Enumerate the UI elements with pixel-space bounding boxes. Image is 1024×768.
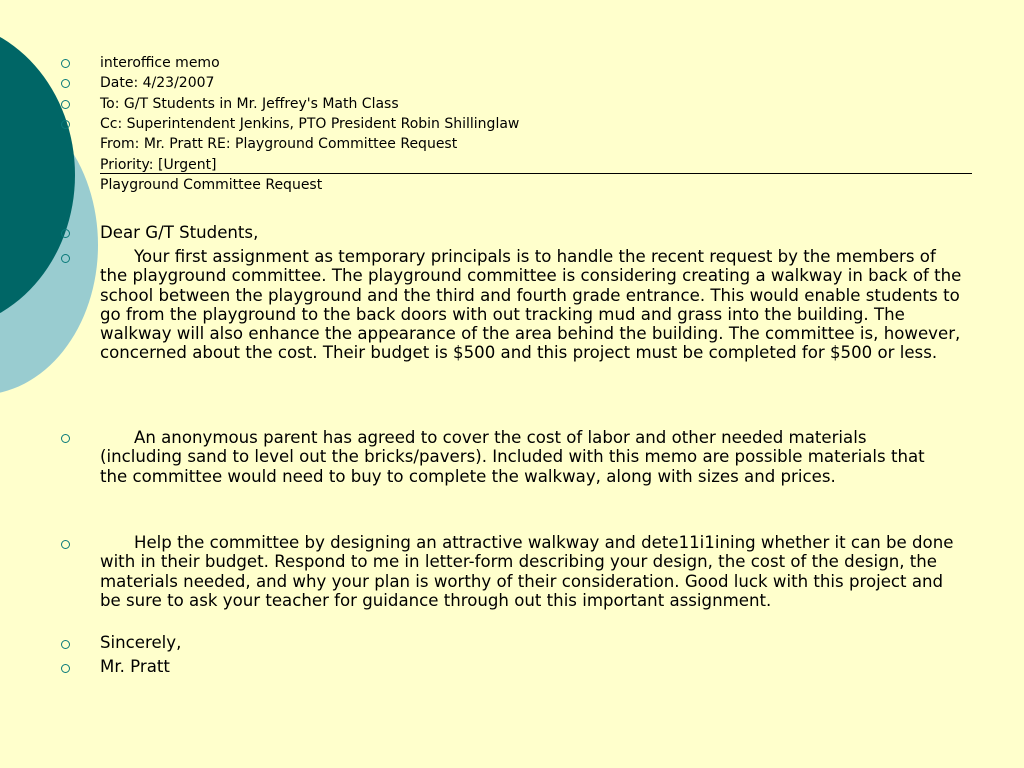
memo-cc: Cc: Superintendent Jenkins, PTO President Robin Shillinglaw [100,116,520,132]
header-divider [100,173,972,174]
memo-subject: Playground Committee Request [100,177,323,193]
bullet-icon [61,120,70,131]
bullet-icon [61,229,70,240]
bullet-icon [61,79,70,90]
closing: Sincerely, [100,633,182,652]
memo-from: From: Mr. Pratt RE: Playground Committee Request [100,136,458,152]
bullet-icon [61,664,70,675]
paragraph-2 [100,428,935,486]
greeting: Dear G/T Students, [100,223,259,242]
bullet-icon [61,59,70,70]
paragraph-3 [100,533,962,610]
paragraph-1 [100,247,962,363]
bullet-icon [61,540,70,551]
memo-date: Date: 4/23/2007 [100,75,215,91]
paragraph-2-text: An anonymous parent has agreed to cover the cost of labor and other needed materials (including sand to level out the bricks/pavers). Included with this memo are possible materials that the committee would need to buy to complete the walkway, along with sizes and prices. [100,428,925,486]
paragraph-1-text: Your first assignment as temporary principals is to handle the recent request by the members of the playground committee. The playground committee is considering creating a walkway in back of the school between the playground and the third and fourth grade entrance. This would enable students to go from the playground to the back doors with out tracking mud and grass into the building. The walkway will also enhance the appearance of the area behind the building. The committee is, however, concerned about the cost. Their budget is $500 and this project must be completed for $500 or less. [100,247,962,363]
signature: Mr. Pratt [100,657,170,676]
memo-priority: Priority: [Urgent] [100,157,217,173]
memo-to: To: G/T Students in Mr. Jeffrey's Math Class [100,96,399,112]
bullet-icon [61,640,70,651]
paragraph-3-text: Help the committee by designing an attractive walkway and dete11i1ining whether it can be done with in their budget. Respond to me in letter-form describing your design, the cost of the design, the materials needed, and why your plan is worthy of their consideration. Good luck with this project and be sure to ask your teacher for guidance through out this important assignment. [100,533,954,610]
memo-type: interoffice memo [100,55,220,71]
bullet-icon [61,434,70,445]
bullet-icon [61,100,70,111]
bullet-icon [61,254,70,265]
